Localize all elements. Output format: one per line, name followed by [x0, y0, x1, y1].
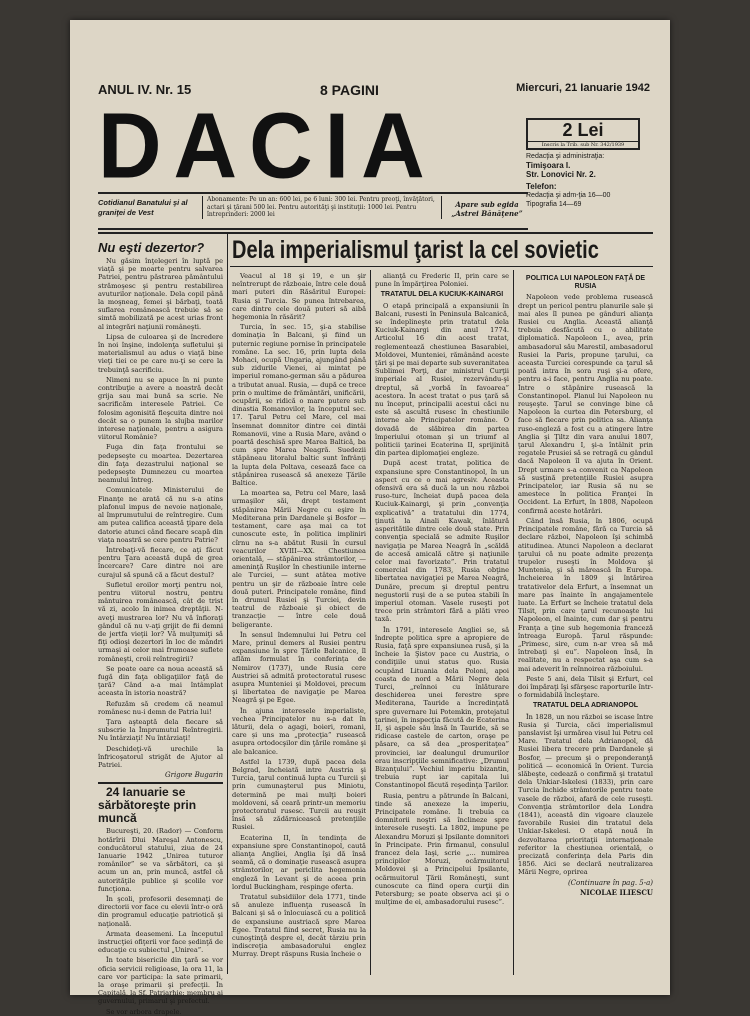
- subscription-prices: Abonamente: Pe un an: 600 lei, pe 6 luni: 300 lei. Pentru preoţi, învăţători, actari şi ţărani 500 lei. Pentru autorităţi şi instituţii: 1000 lei. Pentru întreprinderi: 2000 lei: [202, 196, 442, 219]
- paragraph: În sensul îndemnului lui Petru cel Mare, prinul demers al Rusiei pentru expansiune în spre Ţările Balcanice, îl aflăm formulat în conferința de Nemirov (1737), unde Rusia cere Austriei să admită protectoratul rusesc asupra Munteniei şi Moldovei, precum şi libertatea de navigaţie pe Marea Neagră şi pe Egee.: [232, 630, 366, 705]
- paragraph: Întrebaţi-vă fiecare, ce aţi făcut pentru Ţara această după de grea încercare? Care dintre noi are curajul să spună că a făcut destul?: [98, 545, 223, 579]
- newspaper-page: [70, 20, 670, 1016]
- kuciuk-subtitle: TRATATUL DELA KUCIUK-KAINARGI: [380, 291, 504, 299]
- main-column-1: [232, 272, 366, 975]
- paragraph: Napoleon vede problema rusească drept un pericol pentru planurile sale şi mai ales îl punea pe gânduri alianţa Rusiei cu Anglia. Această alianţă trebuia desfăcută cu o abilitate diplomatică. Napoleon I., avea, prin ambasadorul său Marestil, ambasadorul Rusiei la Paris, propune ţarului, ca aceasta Turciei corespunde ca ţarul să poată intra în sora ruşi şi-a ofere, pentru a-i face, pentru Anglia nu poate. Între o stăpânire rusească la Constantinopol. Planul lui Napoleon nu reuşeşte. Ţarul se convinge bine că Napoleon la curtea din Petersburg, el face să fiecare prin politica sa. Alianţa ruso-engleză a fost cu a atingere între Anglia şi Ţiltz din vara anului 1807, ţarul Alexandru I, şi-a întâlnit prin regatele Prusiei să se retragă cu gândul dacă Napoleon îl va ajuta în Orient. Drept urmare s-a convenit ca Napoleon să susţină pretenţiile Rusiei asupra Principatelor, iar Rusia să nu se amestece în politica Franţei în Occident. La Erfurt, în 1808, Napoleon confirmă aceste hotărâri.: [518, 293, 653, 515]
- paragraph: alianţă cu Frederic II, prin care se pune în împărţirea Poloniei.: [375, 272, 509, 289]
- paragraph: Tratatul subsidiilor dela 1771, tinde să anuleze influenţa rusească în Balcani şi să o înlocuiască cu a politică de expansiune austriacă spre Marea Egee. Tratatul fiind secret, Rusia nu la cunoştinţă despre el, decât târziu prin indiscreţia ambasadorului englez Murray. Drept răspuns Rusia încheie o: [232, 893, 366, 959]
- paragraph: Când însă Rusia, în 1806, ocupă Principatele române, fără ca Turcia să declare război, Napoleon îşi schimbă atitudinea. Atunci Napoleon a declarat ţarului că nu poate admite prezenţa trupelor ruseşti în Moldova şi Muntenia, şi să mărească în Europa. Încheierea în 1809 şi întărirea tratativelor dela Erfurt, a însemnat un mare pas înainte în angajamentele luate. La Erfurt se încheie tratatul dela Tilsit, prin care ţarul recunoaşte lui Napoleon, el înainte, cum dar şi pentru Franţa a ţine sub hegemonia franceză întreaga Europă. Ţarul răspunde: „Primesc, sire, cum n-ar vrea să mă întrebaţi şi eu”. Napoleon însă, în realitate, nu a respectat aşa cum s-a mai adeverit în reînnoirea războiului.: [518, 516, 653, 673]
- continued-note: (Continuare în pag. 5-a): [567, 878, 653, 887]
- price: 2 Lei: [562, 120, 604, 140]
- left-article-signature: Grigore Bugarin: [165, 771, 223, 780]
- paragraph: În 1828, un nou război se iscase între Rusia şi Turcia, căci imperialismul panslavist îşi urmărea visul lui Petru cel Mare. Tratatul dela Adrianopol, dă Rusiei libera trecere prin Dardanele şi Bosfor, — precum şi o preponderanţă politică — economică în Orient. Turcia slăbeşte, cedează o confirmă şi tratatul dela Unkiar-Iskelesi (1833), prin care Turcia închide strâmtorile pentru toate vasele de război, afară de cele ruseşti. Convenţia strâmtorilor dela Londra (1841), această din vigoare clauzele favorabile Rusiei din tratatul dela Unkiar-Iskelesi. O etapă nouă în dezvoltarea prioritaţii internaţionale referitor la chestiunea orientală, o precizată conferinţa dela Paris din 1856. Aici se declară neutralizarea Mării Negre, oprirea: [518, 712, 653, 877]
- masthead-title: DACIA: [98, 93, 437, 198]
- masthead-subrow: [98, 192, 528, 230]
- paragraph: Comunicatele Ministerului de Finanţe ne arată că nu s-a atins plafonul impus de nevoie naţionale, al împrumutului de reîntregire. Cum am putea califica această ţipare dela datorie atunci când fiecare scapă din viaţa noastră se cere pentru Patrie?: [98, 486, 223, 544]
- second-article-title: 24 Ianuarie se sărbătoreşte prin muncă: [98, 785, 197, 826]
- paragraph: Refuzăm să credem că neamul românesc nu-i demn de Patria lui!: [98, 699, 223, 716]
- slogan: Cotidianul Banatului şi al graniţei de Vest: [98, 198, 188, 217]
- paragraph: Turcia, în sec. 15, şi-a stabilise dominaţia în Balcani, şi fiind un puternic regiune pornise în principatele române. La sec. 16, prin lupta dela Mohaci, ocupă Ungaria, ajungând până sub zidurile Vienei, ai mintat pe imperiul romano-german său a pădurea a tributat anual. Rusia, — după ce trece prin o multime de frământări, unificării, ocupării, se ridică o mare putere sub dinastia Romanovilor, la începutul sec. 17. Ţarul Petru cel Mare, cel mai însemnat domnitor dintre cei dintâi Romanovii, vine a Rusia Mare, având o poartă deschisă spre Marea Baltică, ba cum spre Marea Neagră. Suedezii stăpâneau litoralul baltic sunt înfrânţi la lupta dela Poltava, cesează face ca stăpânirea rusească să anexeze Ţările Baltice.: [232, 323, 366, 488]
- column-rule: [513, 270, 514, 975]
- paragraph: Nu găsim înţelegeri în luptă pe viaţă şi pe moarte pentru salvarea Patriei, pentru păstrarea pământului strămoşesc şi pentru restabilirea avuturilor naţionale. Dela copil până la moşneag, femei şi bărbaţi, toată suflarea românească trebuie să se simtă mobilizată pe acest urias front al integrări naţiunii româneşti.: [98, 257, 223, 331]
- editorial-info: [526, 152, 656, 209]
- paragraph: Se vor arbora drapele.: [106, 1007, 182, 1016]
- egida-note: Apare sub egida „Astrei Bănăţene”: [451, 200, 523, 218]
- phone-editorial: Redacţia şi adm-ţia 16—00: [526, 192, 611, 199]
- price-note: Inscris la Trib. sub Nr. 342/1939: [528, 141, 638, 148]
- editorial-label: Redacţia şi administraţia:: [526, 153, 605, 160]
- address-city: Timişoara I.: [526, 161, 571, 170]
- left-article-title: Nu eşti dezertor?: [98, 240, 205, 255]
- divider: [98, 782, 223, 784]
- paragraph: Armata deasemeni. La începutul instrucţiei ofiţerii vor face ședinţă de educaţie cu subiectul „Unirea”.: [98, 929, 223, 955]
- divider: [98, 232, 653, 234]
- paragraph: Se poate oare ca noua această să fugă din faţa obligaţiilor faţă de ţară? Când a-a mai întâmplat aceasta în istoria noastră?: [98, 664, 223, 698]
- page-count: 8 PAGINI: [320, 82, 379, 98]
- napoleon-subtitle: POLITICA LUI NAPOLEON FAŢĂ DE RUSIA: [525, 275, 646, 291]
- paragraph: O etapă principală a expansiunii în Balcani, rusesti în Peninsula Balcanică, se îndeplineşte prin tratatul dela Kuciuk-Kainargi din anul 1774. Articolul 16 din acest tratat, reglementează chestiunea Basarabiei, Moldovei, Munteniei, rămânând aceste ţări şi pe mai departe sub suveranitatea Sublimei Porţi, dar ministrul Curţii imperiale al Rusiei, rezervându-şi dreptul, să „vorbă în favoarea” acestora. În acest tratat o pus ţară să nu început, principalii acestui căci nu este să ascultă rusesc în chestiunile interne ale Principatelor române. O dovadă de slăbirea din partea împeriului otoman şi un triumf al politicii ţarinei Ecaterina II, sprijinită din partea diplomaţiei engleze.: [375, 301, 509, 458]
- price-box: [526, 118, 640, 150]
- right-column: [518, 272, 653, 975]
- paragraph: Ţara aşteaptă dela fiecare să subscrie la Împrumutul Reîntregirii. Nu întârziaţi! Nu întârziaţi!: [98, 717, 223, 743]
- paragraph: Astfel la 1739, după pacea dela Belgrad, încheiată intre Austria şi Turcia, ţarul continuă lupta cu Turcii şi prin cumunaşterul pus Miniotu, determină pe mai mulţi boieri moldoveni, să ceară printr-un memoriu protectoratul rusesc. Turcii au reuşit însă să zădărnicească pretenţiile Rusiei.: [232, 757, 366, 832]
- paragraph: Rusia, pentru a pătrunde în Balcani, tinde să anexeze la imperiu, Principatele române. Îi trebuia ca domnitorii noştri să înclineze spre interesele ruseşti. La 1802, impune pe Alexandru Moruzi şi Ipsilante domnitori în Principate. Prin firmanul, consulul francez dela Iaşi, scrie „... numirea principilor Moruzi, ocărmuitorul Moldovei şi a Principelui Ipsilante, ocărmuitorul Ţării Româneşti, sunt cunoscute ca fiind opera curţii din Petersburg; se poate observa aci şi o mulţime de ei, ambasadorului rusesc”.: [375, 791, 509, 907]
- column-rule: [370, 270, 371, 975]
- paragraph: În ajuna interesele imperialiste, vechea Principatelor nu s-a dat în lăturii, dela o agagi, boieri, romani, care și uns ma „protecţia” rusească asupra ortodocşilor din ţările române şi ale balcanice.: [232, 706, 366, 756]
- phone-printing: Tipografia 14—69: [526, 201, 582, 208]
- paragraph: Fuga din faţa frontului se pedepseşte cu moartea. Dezertarea din faţa dezastrului naţional se pedepseşte Dumnezeu cu moartea neamului întreg.: [98, 443, 223, 485]
- paragraph: Bucureşti, 20. (Rador) — Conform hotărîrii Dlui Mareşal Antonescu, conducătorul statului, ziua de 24 Ianuarie 1942 „Unirea tuturor românilor” se va sărbători, ca şi acum un an, prin muncă, astfel cǎ autorităţile publice şi școlile vor funcţiona.: [98, 827, 223, 893]
- paragraph: În toate bisericile din ţară se vor oficia servicii religioase, la ora 11, la care vor participa: la sate primarii, la oraşe primarii şi prefecţii. În Capitală, la Sf. Patriarhie: membru ai guvernului, primarul şi prefectul.: [98, 956, 223, 1006]
- main-headline: Dela imperialismul ţarist la cel sovietic: [232, 236, 599, 264]
- left-column: [98, 257, 223, 1016]
- paragraph: La moartea sa, Petru cel Mare, lasă urmaşilor săi, drept testament stăpânirea Mării Negre cu eşire în Mediterana prin Dardanele şi Bosfor — testament, care aşa mai ca tot cunoscute este, în politica impliniri cîrnu na s-a abătut Rusii în cursul veacurilor XVIII—XX. Chestiunea orientală, — stăpânirea strâmtorilor, — ameninţă Ruşilor în chestiunile interne ale Turciei, — sunt atâtea motive pentru un şir de războaie între cele două puteri. Principatele române, fiind în drumul Rusiei şi Turciei, devin teatrul de războaie şi obiect de tranzacţie — între cele două beligerante.: [232, 489, 366, 629]
- column-rule: [227, 234, 228, 974]
- paragraph: În 1791, interesele Angliei se, să îndrepte politica spre a apropiere de Rusia, faţă spre expansiunea rusă, şi la încheie la Şistov pace cu Austria, o condiţiile unui status quo. Rusia ocupând Lituania dela Poloni, apoi coasta de nord a Mării Negre dela Turci, „reînnoi cu înlăturare deschiderea unei ferestre spre Mediterana, Tauride a încredinţată spre guvernare lui Potemkin, protejatul ţarinei, în inspecţia făcută de Ecaterina II, şi aşpele său însă în Tauride, să se ridicase castele de carton, oraşe pe păsare, ca să dea „prosperitaţea” provinciei, iar dealungul drumurilor erau inscripţiile semnificative: „Drumul Bizanţului”. Vechiul imperiu bizantin, trebuia rupt iar capitala lui Constantinopol făcută reşedinţa Ţarilor.: [375, 625, 509, 790]
- paragraph: Deschideţi-vă urechile la înfricoşatorul strigăt de Ajutor al Patriei.: [98, 744, 223, 769]
- main-article-signature: NICOLAE ILIESCU: [579, 887, 653, 897]
- paragraph: Sufletul eroilor morţi pentru noi, pentru viitorul nostru, pentru mântuirea românească, cât de trist vă zi, acolo în inimea dreptăţii. N-aveţi mustrarea lor? Nu vă înfioraţi gândul că nu v-aţi grijit de fii demni de jertfa vieţii lor? Vă mulţumiţi să fiţi odioşi dezertori în loc de mândri urmaşi ai celor mai frumoase suflete româneşti, croii reîntregirii?: [98, 580, 223, 663]
- divider: [230, 266, 653, 267]
- address-street: Str. Lonovici Nr. 2.: [526, 170, 596, 179]
- adrianopol-subtitle: TRATATUL DELA ADRIANOPOL: [532, 702, 639, 710]
- phone-label: Telefon:: [526, 182, 557, 191]
- paragraph: Ecaterina II, în tendința de expansiune spre Constantinopol, caută alianţa Angliei, Anglia îşi dă însă seamă, că o dominaţie rusească asupra strâmtorilor, ar periclita hegemonia engleză în Levant şi de aceea prin lordul Buckingham, respinge oferta.: [232, 833, 366, 891]
- paragraph: În şcoli, profesorii desemnaţi de directorii vor face cu elevii într-o oră din programul educaţie patriotică şi naţională.: [98, 895, 223, 928]
- paragraph: Peste 5 ani, dela Tilsit şi Erfurt, cel doi împăraţi îşi sfârşesc raporturile într-o formidabilă încleştare.: [518, 674, 653, 700]
- issue-number: ANUL IV. Nr. 15: [98, 82, 192, 97]
- paragraph: După acest tratat, politica de expansiune spre Constantinopol, în un aspect cu ce o mai agresiv. Aceasta ofensivă era să ducă la un nou război ruso-turc, încheiat după pacea dela Kuciuk-Kainargi, şi prin „convenţia explicativă” a tratatului din 1774, ţinută la Ainali Kawak, înlătură asperitătile dintre cele două state. Prin convenţia specială se admite Ruşilor navigaţia pe Marea Neagră în „scăldă de accesă amicală către şi naţiunile celor mai favorizate”. Prin tratatul comercial din 1783, Rusia obţine libertatea navigaţiei pe Marea Neagră, Dunăre, precum şi dreptul pentru negustorii ruşi de a se putea stabili în imperiul otoman. Vasele ruseşti pot trece prin strâmtori fără a plăti vreo taxă.: [375, 459, 509, 624]
- paragraph: Lipsa de culoarea şi de încredere în noi înşine, indolenţa sufletului şi materialismul au adus o viaţă bine vieţi tiei ce pe care nu-ţi se cere la trebuinţă sacrificiu.: [98, 332, 223, 374]
- paragraph: Nimeni nu se apuce în ni punte contribuţie a avere a noastră decât grija sau mai bună sa scrie. Ne sacrificăm interesele Patriei. Ce folosim agonisită fleşcuita dintre noi decât sa o punem la slujba marilor interese naţionale, pentru a asigura viitorul Românie?: [98, 375, 223, 442]
- issue-date: Miercuri, 21 Ianuarie 1942: [516, 82, 650, 94]
- main-column-2: [375, 272, 509, 975]
- paragraph: Veacul al 18 şi 19, e un şir neîntrerupt de războaie, între cele două mari puteri din Răsăritul Europei: Rusia şi Turcia. Se punea întrebarea, care dintre cele două puteri să aibă hegemonia în răsărit?: [232, 272, 366, 322]
